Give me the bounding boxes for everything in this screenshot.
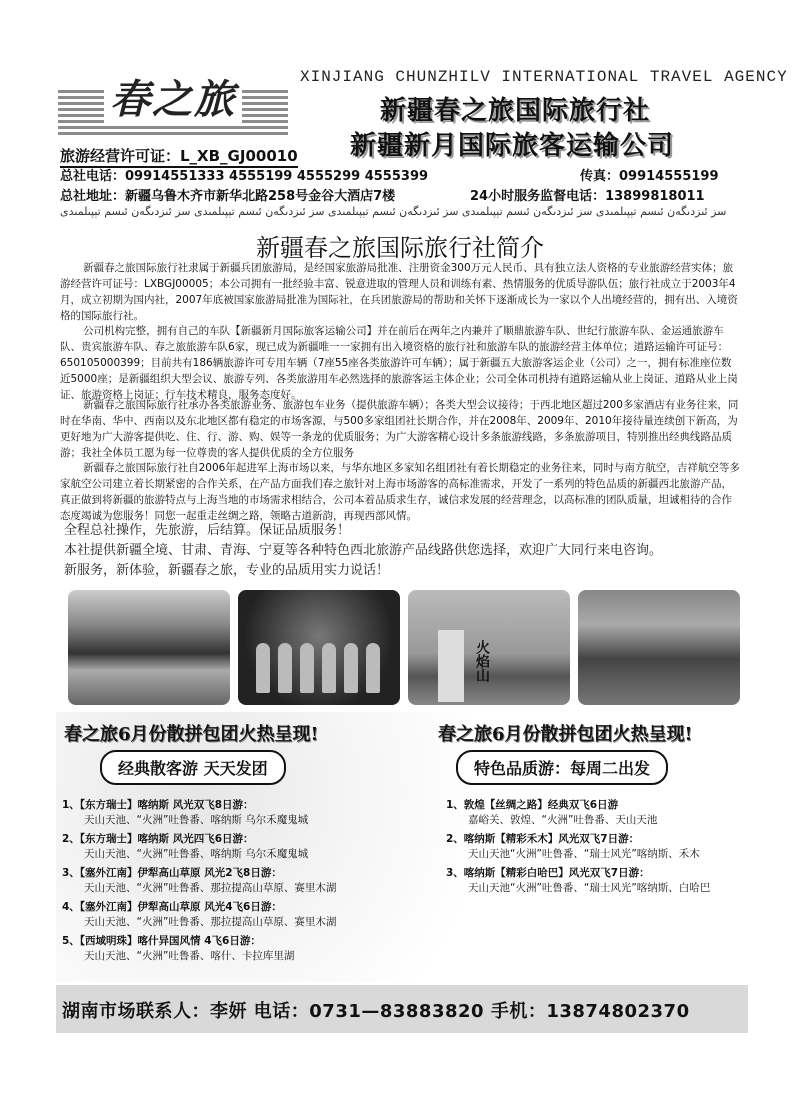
dancer-figure [366,643,380,693]
license-number: 旅游经营许可证：L_XB_GJ00010 [60,145,298,168]
photo-mountain-valley [578,590,740,705]
route-detail: 天山天池、“火洲”吐鲁番、那拉提高山草原、赛里木湖 [84,916,337,928]
route-detail: 天山天池、“火洲”吐鲁番、喀什、卡拉库里湖 [84,950,295,962]
route-detail: 天山天池“火洲”吐鲁番、“瑞士风光”喀纳斯、禾木 [468,848,700,860]
dancer-figure [344,643,358,693]
promo-left-title: 春之旅6月份散拼包团火热呈现! [64,724,319,745]
route-detail: 天山天池“火洲”吐鲁番、“瑞士风光”喀纳斯、白哈巴 [468,882,711,894]
route-item [446,832,700,862]
slogan-line-2: 本社提供新疆全境、甘肃、青海、宁夏等各种特色西北旅游产品线路供您选择，欢迎广大同行来电咨询。 [64,543,663,558]
route-title: 4、【塞外江南】伊犁高山草原 风光4飞6日游： [62,901,282,913]
address: 总社地址：新疆乌鲁木齐市新华北路258号金谷大酒店7楼 [60,189,396,204]
chinese-company-name-2: 新疆新月国际旅客运输公司 [350,131,675,161]
route-detail: 天山天池、“火洲”吐鲁番、那拉提高山草原、赛里木湖 [84,882,337,894]
intro-paragraph-3: 新疆春之旅国际旅行社承办各类旅游业务、旅游包车业务（提供旅游车辆）；各类大型会议接待；于西北地区超过200多家酒店有业务往来，同时在华南、华中、西南以及东北地区都有稳定的市场客源，与500多家组团社长期合作，并在2008年、2009年、2010年接待量连续创下新高，为更好地为广大游客提供吃、住、行、游、购、娱等一条龙的优质服务；为广大游客精心设计多条旅游线路，多条旅游项目，特别推出经典线路品质游；我社全体员工愿为每一位尊贵的客人提供优质的全方位服务 [60,399,739,459]
brand-logo [58,68,288,138]
promo-right-subtitle: 特色品质游：每周二出发 [456,750,668,785]
flaming-mountain-caption: 火焰山 [474,640,490,682]
hotline: 24小时服务监督电话：13899818011 [470,189,705,204]
phone-line: 总社电话：09914551333 4555199 4555299 4555399 [60,169,429,184]
route-item [62,934,294,964]
intro-paragraph-2: 公司机构完整，拥有自己的车队【新疆新月国际旅客运输公司】并在前后在两年之内兼并了顺鼎旅游车队、世纪行旅游车队、金运通旅游车队、贵宾旅游车队、春之旅旅游车队6家，现已成为新疆唯一一家拥有出入境资格的旅行社和旅游车队的旅游经营主体单位；道路运输许可证号：650105000399；目前共有186辆旅游许可专用车辆（7座55座各类旅游许可车辆）；属于新疆五大旅游客运企业（公司）之一，拥有标准座位数近5000座；是新疆组织大型会议、旅游专列、各类旅游用车必然选择的旅游客运主体企业；公司全体司机持有道路运输从业上岗证、道路从业上岗证、旅游资格上岗证；行车技术精良，服务态度好。 [60,325,738,401]
fax-number: 传真：09914555199 [580,169,719,184]
intro-title: 新疆春之旅国际旅行社简介 [256,234,544,262]
intro-paragraph-4: 新疆春之旅国际旅行社自2006年起进军上海市场以来，与华东地区多家知名组团社有着长期稳定的业务往来，同时与南方航空，吉祥航空等多家航空公司建立着长期紧密的合作关系，在产品方面我们春之旅针对上海市场游客的高标准需求，开发了一系列的特色品质的新疆西北旅游产品，真正做到将新疆的旅游特点与上海当地的市场需求相结合，公司本着品质求生存，诚信求发展的经营理念，以高标准的团队质量，坦诚相待的合作态度竭诚为您服务！同您一起重走丝绸之路，领略古道新韵，再现西部风情。 [60,462,740,522]
intro-paragraph-1: 新疆春之旅国际旅行社隶属于新疆兵团旅游局，是经国家旅游局批准、注册资金300万元人民币、具有独立法人资格的专业旅游经营实体；旅游经营许可证号：LXBGJ00005；本公司拥有一批经验丰富、锐意进取的管理人员和训练有素、热情服务的优质导游队伍；旅行社成立于2003年4月，成立初期为国内社，2007年底被国家旅游局批准为国际社，在兵团旅游局的帮助和关怀下逐渐成长为一家以个人出境经营的，拥有出、入境资格的国际旅行社。 [60,262,738,322]
dancer-figure [322,643,336,693]
route-item [62,900,336,930]
logo-text: 春之旅 [104,68,242,125]
promo-right-title: 春之旅6月份散拼包团火热呈现! [438,724,693,745]
route-item [62,798,308,828]
route-detail: 嘉峪关、敦煌、“火洲”吐鲁番、天山天池 [468,814,658,826]
photo-dancers [238,590,400,705]
route-title: 2、喀纳斯【精彩禾木】风光双飞7日游： [446,833,640,845]
route-title: 1、敦煌【丝绸之路】经典双飞6日游 [446,799,619,811]
footer-contact: 湖南市场联系人：李妍 电话：0731—83883820 手机：13874802370 [62,1001,690,1022]
route-item [62,832,308,862]
route-detail: 天山天池、“火洲”吐鲁番、喀纳斯 乌尔禾魔鬼城 [84,814,309,826]
route-item [446,866,710,896]
route-title: 5、【西域明珠】喀什异国风情 4飞6日游： [62,935,261,947]
slogan-line-3: 新服务，新体验，新疆春之旅，专业的品质用实力说话！ [64,563,390,578]
promo-left-subtitle: 经典散客游 天天发团 [100,750,286,785]
route-item [62,866,336,896]
route-title: 3、喀纳斯【精彩白哈巴】风光双飞7日游： [446,867,650,879]
route-title: 1、【东方瑞士】喀纳斯 风光双飞8日游： [62,799,254,811]
route-title: 3、【塞外江南】伊犁高山草原 风光2飞8日游： [62,867,282,879]
route-item [446,798,657,828]
english-company-name: XINJIANG CHUNZHILV INTERNATIONAL TRAVEL AGENCY [300,68,788,86]
monument-pillar [438,630,464,702]
dancer-figure [278,643,292,693]
slogan-line-1: 全程总社操作，先旅游，后结算。保证品质服务！ [64,523,351,538]
route-detail: 天山天池、“火洲”吐鲁番、喀纳斯 乌尔禾魔鬼城 [84,848,309,860]
route-title: 2、【东方瑞士】喀纳斯 风光四飞6日游： [62,833,254,845]
chinese-company-name-1: 新疆春之旅国际旅行社 [380,96,651,126]
dancer-figure [256,643,270,693]
photo-flaming-mountain [408,590,570,705]
photo-lake-forest [68,590,230,705]
dancer-figure [300,643,314,693]
uyghur-text: سز ئىزدىگەن ئىسم تېپىلمىدى سز ئىزدىگەن ئىسم تېپىلمىدى سز ئىزدىگەن ئىسم تېپىلمىدى سز ئىزدىگەن ئىسم تېپىلمىدى سز ئىزدىگەن ئىسم تېپىلمىدى [60,205,727,218]
